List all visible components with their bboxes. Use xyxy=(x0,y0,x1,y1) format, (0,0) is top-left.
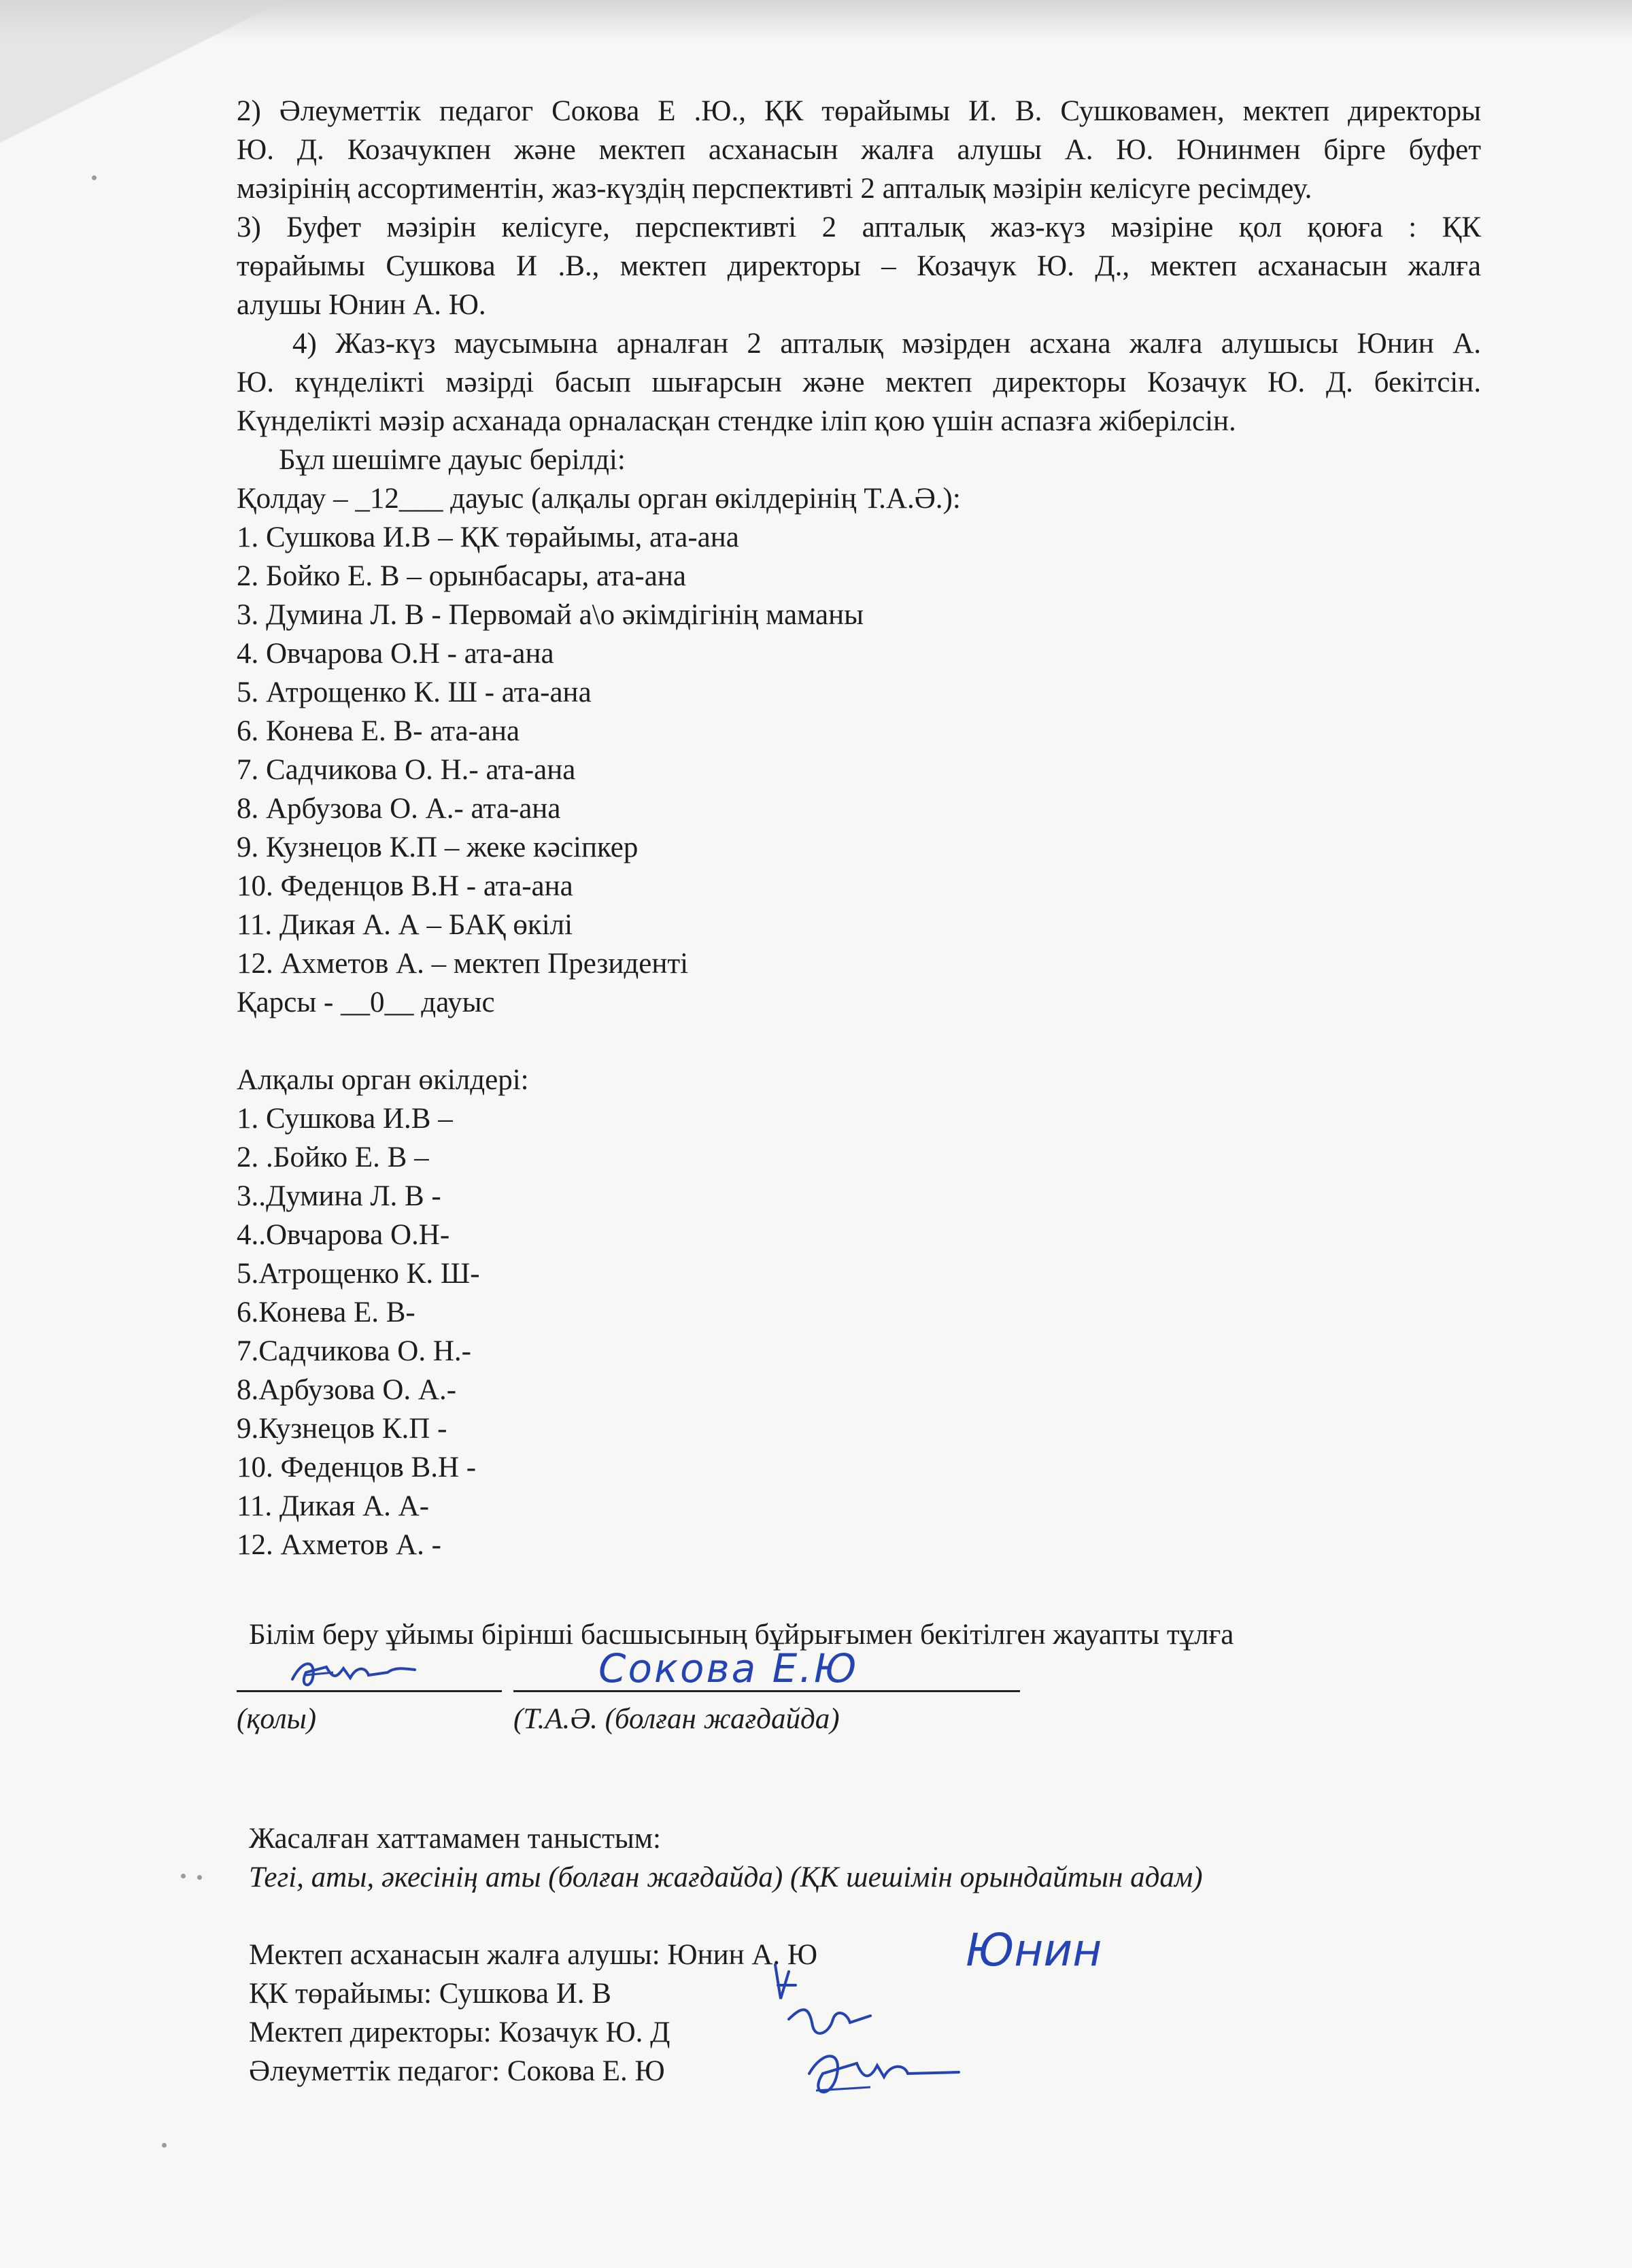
voter-4: 4. Овчарова О.Н - ата-ана xyxy=(237,638,554,670)
voter-8: 8. Арбузова О. А.- ата-ана xyxy=(237,793,561,825)
voter-1: 1. Сушкова И.В – ҚК төрайымы, ата-ана xyxy=(237,521,739,553)
p4-line-2: Ю. күнделікті мәзірді басып шығарсын және мектеп директоры Козачук Ю. Д. бекітсін. xyxy=(237,366,1481,398)
against-count: Қарсы - __0__ дауыс xyxy=(237,986,495,1018)
social-pedagogue-signature xyxy=(796,2040,972,2114)
voter-10: 10. Феденцов В.Н - ата-ана xyxy=(237,870,573,902)
representative-10: 10. Феденцов В.Н - xyxy=(237,1451,477,1483)
p3-line-2: төрайымы Сушкова И .В., мектеп директоры – Козачук Ю. Д., мектеп асханасын жалға xyxy=(237,250,1481,282)
representative-3: 3..Думина Л. В - xyxy=(237,1180,441,1212)
p2-line-3: мәзірінің ассортиментін, жаз-күздің перспективті 2 апталық мәзірін келісуге ресімдеу. xyxy=(237,173,1312,205)
vote-intro: Бұл шешімге дауыс берілді: xyxy=(279,444,626,476)
voter-11: 11. Дикая А. А – БАҚ өкілі xyxy=(237,909,573,941)
representative-4: 4..Овчарова О.Н- xyxy=(237,1219,450,1251)
support-count: Қолдау – _12___ дауыс (алқалы орган өкілдерінің Т.А.Ә.): xyxy=(237,483,961,515)
representative-12: 12. Ахметов А. - xyxy=(237,1529,441,1561)
tenant-row: Мектеп асханасын жалға алушы: Юнин А. Ю xyxy=(249,1939,818,1971)
p2-line-1: 2) Әлеуметтік педагог Сокова Е .Ю., ҚК төрайымы И. В. Сушковамен, мектеп директоры xyxy=(237,95,1481,127)
voter-5: 5. Атрощенко К. Ш - ата-ана xyxy=(237,676,592,708)
p2-line-2: Ю. Д. Козачукпен және мектеп асханасын жалға алушы А. Ю. Юнинмен бірге буфет xyxy=(237,134,1481,166)
voter-12: 12. Ахметов А. – мектеп Президенті xyxy=(237,948,689,980)
responsible-signature xyxy=(286,1652,422,1693)
representative-1: 1. Сушкова И.В – xyxy=(237,1103,453,1135)
signature-label: (қолы) xyxy=(237,1703,317,1735)
voter-7: 7. Садчикова О. Н.- ата-ана xyxy=(237,754,576,786)
representative-9: 9.Кузнецов К.П - xyxy=(237,1413,447,1445)
acquaintance-title: Жасалған хаттамамен таныстым: xyxy=(249,1823,661,1855)
social-pedagogue-row: Әлеуметтік педагог: Сокова Е. Ю xyxy=(249,2055,665,2087)
director-row: Мектеп директоры: Козачук Ю. Д xyxy=(249,2016,670,2048)
representative-2: 2. .Бойко Е. В – xyxy=(237,1141,429,1173)
voter-3: 3. Думина Л. В - Первомай а\о әкімдігінің маманы xyxy=(237,599,864,631)
voter-6: 6. Конева Е. В- ата-ана xyxy=(237,715,520,747)
chair-row: ҚК төрайымы: Сушкова И. В xyxy=(249,1978,611,2010)
responsible-title: Білім беру ұйымы бірінші басшысының бұйрығымен бекітілген жауапты тұлға xyxy=(249,1619,1234,1651)
p3-line-1: 3) Буфет мәзірін келісуге, перспективті 2 апталық жаз-күз мәзіріне қол қоюға : ҚК xyxy=(237,211,1481,243)
name-label: (Т.А.Ә. (болған жағдайда) xyxy=(513,1703,840,1735)
scan-speck xyxy=(92,175,97,180)
scan-speck xyxy=(162,2143,167,2148)
representative-8: 8.Арбузова О. А.- xyxy=(237,1374,457,1406)
representative-11: 11. Дикая А. А- xyxy=(237,1490,430,1522)
signature-line xyxy=(237,1690,502,1692)
p4-line-3: Күнделікті мәзір асханада орналасқан стендке іліп қою үшін аспазға жіберілсін. xyxy=(237,405,1236,437)
handwritten-responsible-name: Сокова Е.Ю xyxy=(598,1645,859,1691)
name-line xyxy=(513,1690,1020,1692)
voter-2: 2. Бойко Е. В – орынбасары, ата-ана xyxy=(237,560,686,592)
handwritten-tenant-signature: Юнин xyxy=(966,1924,1102,1976)
scan-speck xyxy=(197,1875,202,1880)
acquaintance-subtitle: Тегі, аты, әкесінің аты (болған жағдайда) (ҚК шешімін орындайтын адам) xyxy=(249,1861,1203,1893)
scan-speck xyxy=(181,1874,186,1878)
p3-line-3: алушы Юнин А. Ю. xyxy=(237,289,486,321)
voter-9: 9. Кузнецов К.П – жеке кәсіпкер xyxy=(237,831,639,863)
representative-5: 5.Атрощенко К. Ш- xyxy=(237,1258,480,1290)
representatives-title: Алқалы орган өкілдері: xyxy=(237,1064,529,1096)
representative-7: 7.Садчикова О. Н.- xyxy=(237,1335,471,1367)
p4-line-1: 4) Жаз-күз маусымына арналған 2 апталық мәзірден асхана жалға алушысы Юнин А. xyxy=(292,328,1481,360)
representative-6: 6.Конева Е. В- xyxy=(237,1296,415,1328)
